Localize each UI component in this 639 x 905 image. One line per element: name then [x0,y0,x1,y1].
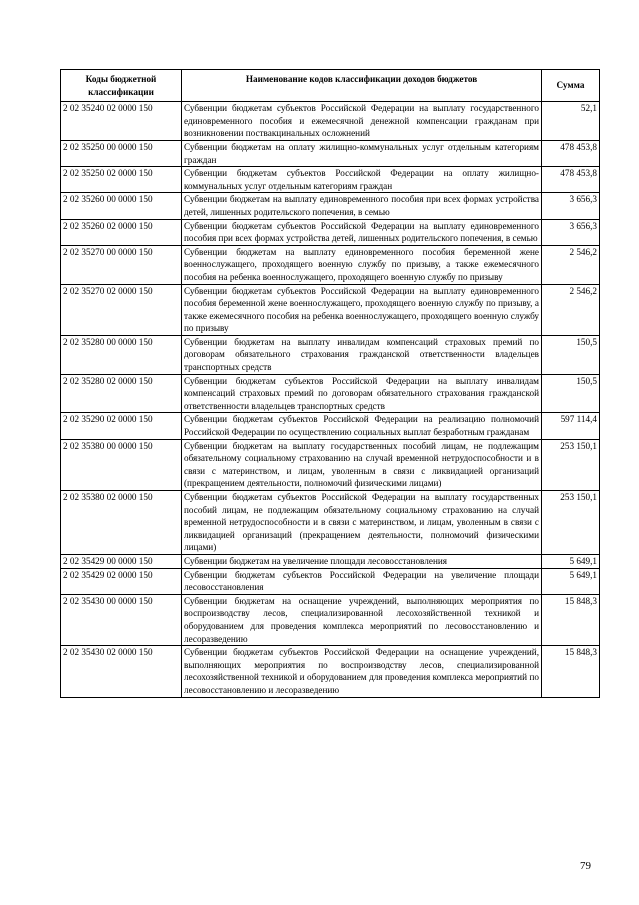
row-name: Субвенции бюджетам на оснащение учреждений, выполняющих мероприятия по воспроизводству лесов, специализированной лесохозяйственной техникой и оборудованием для проведения комплекса мероприятий по лесовосстановлению и лесоразведению [182,594,542,645]
row-name: Субвенции бюджетам субъектов Российской Федерации на выплату государственных пособий лицам, не подлежащим обязательному социальному страхованию на случай временной нетрудоспособности и в связи с материнством, и лицам, уволенным в связи с ликвидацией организаций (прекращением деятельности, полномочий физическими лицами) [182,491,542,555]
row-sum: 3 656,3 [542,193,600,219]
table-row [61,245,600,284]
row-code: 2 02 35430 00 0000 150 [61,594,182,645]
header-name: Наименование кодов классификации доходов бюджетов [182,70,542,102]
row-sum: 5 649,1 [542,568,600,594]
table-row [61,102,600,141]
row-sum: 15 848,3 [542,594,600,645]
table-row [61,413,600,439]
row-sum: 15 848,3 [542,646,600,697]
row-name: Субвенции бюджетам субъектов Российской Федерации на увеличение площади лесовосстановления [182,568,542,594]
row-name: Субвенции бюджетам на увеличение площади лесовосстановления [182,554,542,568]
row-code: 2 02 35429 02 0000 150 [61,568,182,594]
row-code: 2 02 35380 02 0000 150 [61,491,182,555]
row-sum: 478 453,8 [542,167,600,193]
row-sum: 253 150,1 [542,491,600,555]
table-row [61,374,600,413]
table-row [61,335,600,374]
table-row [61,491,600,555]
row-name: Субвенции бюджетам на оплату жилищно-коммунальных услуг отдельным категориям граждан [182,140,542,166]
row-code: 2 02 35430 02 0000 150 [61,646,182,697]
row-name: Субвенции бюджетам субъектов Российской Федерации на выплату единовременного пособия при всех формах устройства детей, лишенных родительского попечения, в семью [182,219,542,245]
page-number: 79 [580,860,591,872]
row-code: 2 02 35280 02 0000 150 [61,374,182,413]
row-code: 2 02 35260 02 0000 150 [61,219,182,245]
row-sum: 253 150,1 [542,439,600,490]
row-code: 2 02 35270 02 0000 150 [61,284,182,335]
row-code: 2 02 35270 00 0000 150 [61,245,182,284]
table-row [61,284,600,335]
row-name: Субвенции бюджетам на выплату единовременного пособия беременной жене военнослужащего, проходящего военную службу по призыву, а также ежемесячного пособия на ребенка военнослужащего, проходящего военную службу по призыву [182,245,542,284]
row-code: 2 02 35280 00 0000 150 [61,335,182,374]
table-row [61,167,600,193]
row-name: Субвенции бюджетам субъектов Российской Федерации на выплату государственного единовременного пособия и ежемесячной денежной компенсации гражданам при возникновении поствакцинальных осложнений [182,102,542,141]
row-sum: 478 453,8 [542,140,600,166]
row-name: Субвенции бюджетам на выплату государственных пособий лицам, не подлежащим обязательному социальному страхованию на случай временной нетрудоспособности и в связи с материнством, и лицам, уволенным в связи с ликвидацией организаций (прекращением деятельности, полномочий физическими лицами) [182,439,542,490]
row-sum: 150,5 [542,335,600,374]
row-code: 2 02 35429 00 0000 150 [61,554,182,568]
table-body [61,102,600,697]
header-sum: Сумма [542,70,600,102]
table-row [61,140,600,166]
row-sum: 52,1 [542,102,600,141]
row-sum: 2 546,2 [542,245,600,284]
table-row [61,594,600,645]
row-code: 2 02 35290 02 0000 150 [61,413,182,439]
table-row [61,193,600,219]
row-name: Субвенции бюджетам субъектов Российской Федерации на оснащение учреждений, выполняющих мероприятия по воспроизводству лесов, специализированной лесохозяйственной техникой и оборудованием для проведения комплекса мероприятий по лесовосстановлению и лесоразведению [182,646,542,697]
table-row [61,219,600,245]
row-code: 2 02 35250 02 0000 150 [61,167,182,193]
table-row [61,554,600,568]
row-name: Субвенции бюджетам субъектов Российской Федерации на оплату жилищно-коммунальных услуг отдельным категориям граждан [182,167,542,193]
row-name: Субвенции бюджетам на выплату единовременного пособия при всех формах устройства детей, лишенных родительского попечения, в семью [182,193,542,219]
budget-income-table [60,69,600,698]
row-sum: 3 656,3 [542,219,600,245]
table-row [61,439,600,490]
row-name: Субвенции бюджетам субъектов Российской Федерации на выплату инвалидам компенсаций страховых премий по договорам обязательного страхования гражданской ответственности владельцев транспортных средств [182,374,542,413]
row-name: Субвенции бюджетам субъектов Российской Федерации на выплату единовременного пособия беременной жене военнослужащего, проходящего военную службу по призыву, а также ежемесячного пособия на ребенка военнослужащего, проходящего военную службу по призыву [182,284,542,335]
row-code: 2 02 35380 00 0000 150 [61,439,182,490]
row-sum: 597 114,4 [542,413,600,439]
row-code: 2 02 35260 00 0000 150 [61,193,182,219]
row-code: 2 02 35250 00 0000 150 [61,140,182,166]
header-code: Коды бюджетной классификации [61,70,182,102]
table-header-row [61,70,600,102]
row-name: Субвенции бюджетам на выплату инвалидам компенсаций страховых премий по договорам обязательного страхования гражданской ответственности владельцев транспортных средств [182,335,542,374]
row-name: Субвенции бюджетам субъектов Российской Федерации на реализацию полномочий Российской Федерации по осуществлению социальных выплат безработным гражданам [182,413,542,439]
row-sum: 150,5 [542,374,600,413]
table-row [61,646,600,697]
row-sum: 5 649,1 [542,554,600,568]
row-sum: 2 546,2 [542,284,600,335]
row-code: 2 02 35240 02 0000 150 [61,102,182,141]
table-row [61,568,600,594]
